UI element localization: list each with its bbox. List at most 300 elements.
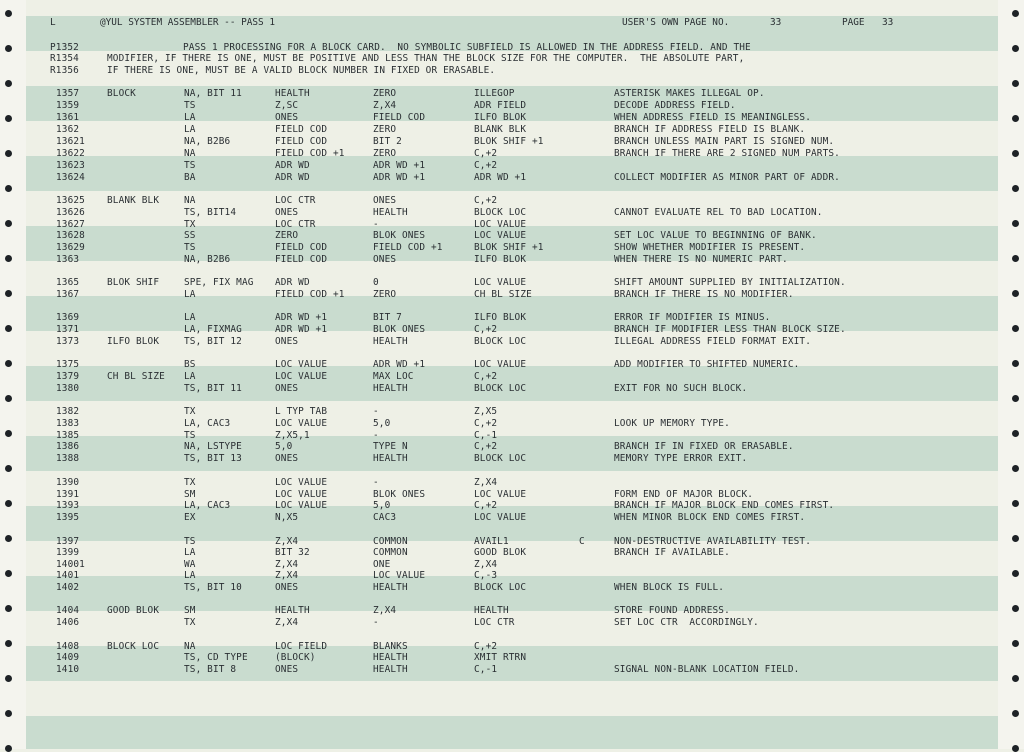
address-2: ZERO (373, 88, 397, 99)
operation: TS, BIT14 (184, 207, 237, 218)
address-2: FIELD COD +1 (373, 242, 443, 253)
address-3: C,+2 (474, 160, 498, 171)
address-1: LOC VALUE (275, 489, 328, 500)
code-line (0, 582, 1000, 594)
tractor-feed-hole (1012, 220, 1019, 227)
code-line (0, 512, 1000, 524)
address-1: ONES (275, 664, 299, 675)
operation: WA (184, 559, 196, 570)
operation: NA, LSTYPE (184, 441, 242, 452)
address-1: N,X5 (275, 512, 299, 523)
comment: BRANCH IF MODIFIER LESS THAN BLOCK SIZE. (614, 324, 846, 335)
address-2: ONES (373, 195, 397, 206)
operation: LA, FIXMAG (184, 324, 242, 335)
header-title: @YUL SYSTEM ASSEMBLER -- PASS 1 (100, 17, 275, 28)
address-2: ZERO (373, 148, 397, 159)
address-2: MAX LOC (373, 371, 414, 382)
code-line (0, 148, 1000, 160)
address-2: ZERO (373, 124, 397, 135)
comment: SIGNAL NON-BLANK LOCATION FIELD. (614, 664, 800, 675)
code-line (0, 124, 1000, 136)
address-3: LOC VALUE (474, 219, 527, 230)
operation: NA (184, 195, 196, 206)
operation: TS, BIT 12 (184, 336, 242, 347)
address-2: ONES (373, 254, 397, 265)
tractor-feed-hole (1012, 395, 1019, 402)
address-1: FIELD COD (275, 136, 328, 147)
operation: SM (184, 489, 196, 500)
sequence-number: 1391 (56, 489, 80, 500)
operation: TS (184, 536, 196, 547)
address-3: C,+2 (474, 371, 498, 382)
address-3: ADR FIELD (474, 100, 527, 111)
address-3: C,-1 (474, 430, 498, 441)
address-2: HEALTH (373, 336, 408, 347)
header-marker: L (50, 17, 56, 28)
address-3: C,-1 (474, 664, 498, 675)
operation: TX (184, 477, 196, 488)
operation: SS (184, 230, 196, 241)
code-line (0, 383, 1000, 395)
tractor-feed-hole (5, 10, 12, 17)
address-3: C,+2 (474, 418, 498, 429)
comment: ASTERISK MAKES ILLEGAL OP. (614, 88, 765, 99)
sequence-number: 13622 (56, 148, 85, 159)
address-3: C,+2 (474, 324, 498, 335)
address-3: ILFO BLOK (474, 254, 527, 265)
comment: BRANCH IF AVAILABLE. (614, 547, 730, 558)
sequence-number: 1409 (56, 652, 80, 663)
sequence-number: 1382 (56, 406, 80, 417)
footer-band (26, 718, 998, 749)
tractor-feed-hole (1012, 185, 1019, 192)
sequence-number: 1408 (56, 641, 80, 652)
address-2: ZERO (373, 289, 397, 300)
sequence-number: 1406 (56, 617, 80, 628)
remark-text: IF THERE IS ONE, MUST BE A VALID BLOCK NUMBER IN FIXED OR ERASABLE. (107, 65, 496, 76)
operation: SM (184, 605, 196, 616)
address-2: Z,X4 (373, 100, 397, 111)
address-1: HEALTH (275, 88, 310, 99)
address-2: 5,0 (373, 418, 391, 429)
sequence-number: 1375 (56, 359, 80, 370)
comment: SET LOC VALUE TO BEGINNING OF BANK. (614, 230, 817, 241)
comment: WHEN BLOCK IS FULL. (614, 582, 725, 593)
comment: SET LOC CTR ACCORDINGLY. (614, 617, 759, 628)
address-3: ADR WD +1 (474, 172, 527, 183)
code-line (0, 312, 1000, 324)
remark-line (0, 53, 1000, 65)
code-line (0, 418, 1000, 430)
remark-id: P1352 (50, 42, 79, 53)
tractor-feed-hole (1012, 605, 1019, 612)
sequence-number: 13625 (56, 195, 85, 206)
code-line (0, 136, 1000, 148)
tractor-feed-hole (5, 710, 12, 717)
address-1: ADR WD +1 (275, 324, 328, 335)
comment: FORM END OF MAJOR BLOCK. (614, 489, 754, 500)
address-3: Z,X5 (474, 406, 498, 417)
address-1: LOC VALUE (275, 477, 328, 488)
code-line (0, 230, 1000, 242)
code-label: CH BL SIZE (107, 371, 165, 382)
address-3: C,-3 (474, 570, 498, 581)
code-line (0, 547, 1000, 559)
tractor-feed-hole (5, 465, 12, 472)
address-3: ILFO BLOK (474, 112, 527, 123)
address-1: Z,SC (275, 100, 299, 111)
code-line (0, 195, 1000, 207)
address-1: HEALTH (275, 605, 310, 616)
code-line (0, 371, 1000, 383)
address-1: 5,0 (275, 441, 293, 452)
sequence-number: 13626 (56, 207, 85, 218)
address-1: Z,X4 (275, 559, 299, 570)
remark-text: MODIFIER, IF THERE IS ONE, MUST BE POSITIVE AND LESS THAN THE BLOCK SIZE FOR THE COMPUTER. THE ABSOLUTE PART, (107, 53, 745, 64)
address-3: BLOCK LOC (474, 582, 527, 593)
operation: LA (184, 547, 196, 558)
sequence-number: 13623 (56, 160, 85, 171)
comment: SHIFT AMOUNT SUPPLIED BY INITIALIZATION. (614, 277, 846, 288)
comment: DECODE ADDRESS FIELD. (614, 100, 736, 111)
code-line (0, 160, 1000, 172)
comment: ERROR IF MODIFIER IS MINUS. (614, 312, 771, 323)
address-3: ILLEGOP (474, 88, 515, 99)
tractor-feed-hole (1012, 465, 1019, 472)
address-3: LOC VALUE (474, 512, 527, 523)
right-tractor-strip (998, 0, 1024, 749)
code-line (0, 617, 1000, 629)
comment: CANNOT EVALUATE REL TO BAD LOCATION. (614, 207, 823, 218)
operation: TS (184, 242, 196, 253)
address-3: LOC VALUE (474, 277, 527, 288)
address-3: XMIT RTRN (474, 652, 527, 663)
operation: LA (184, 289, 196, 300)
tractor-feed-hole (5, 675, 12, 682)
tractor-feed-hole (5, 185, 12, 192)
code-line (0, 406, 1000, 418)
operation: NA, BIT 11 (184, 88, 242, 99)
sequence-number: 13627 (56, 219, 85, 230)
address-1: LOC VALUE (275, 359, 328, 370)
operation: NA, B2B6 (184, 254, 231, 265)
sequence-number: 1399 (56, 547, 80, 558)
comment: BRANCH UNLESS MAIN PART IS SIGNED NUM. (614, 136, 835, 147)
comment: COLLECT MODIFIER AS MINOR PART OF ADDR. (614, 172, 840, 183)
address-1: FIELD COD +1 (275, 289, 345, 300)
address-3: HEALTH (474, 605, 509, 616)
address-2: COMMON (373, 547, 408, 558)
tractor-feed-hole (1012, 80, 1019, 87)
address-2: HEALTH (373, 383, 408, 394)
tractor-feed-hole (1012, 45, 1019, 52)
sequence-number: 1380 (56, 383, 80, 394)
address-1: ADR WD (275, 277, 310, 288)
sequence-number: 1363 (56, 254, 80, 265)
operation: TX (184, 617, 196, 628)
address-3: Z,X4 (474, 477, 498, 488)
operation: TX (184, 219, 196, 230)
address-2: HEALTH (373, 582, 408, 593)
code-label: BLOK SHIF (107, 277, 160, 288)
operation: TS (184, 430, 196, 441)
address-2: BLOK ONES (373, 230, 426, 241)
tractor-feed-hole (1012, 150, 1019, 157)
address-1: LOC CTR (275, 219, 316, 230)
address-2: 0 (373, 277, 379, 288)
code-line (0, 289, 1000, 301)
address-3: BLANK BLK (474, 124, 527, 135)
sequence-number: 14001 (56, 559, 85, 570)
code-line (0, 254, 1000, 266)
address-1: Z,X4 (275, 536, 299, 547)
address-2: BIT 7 (373, 312, 402, 323)
comment: BRANCH IF THERE IS NO MODIFIER. (614, 289, 794, 300)
address-2: ONE (373, 559, 391, 570)
operation: TS, BIT 11 (184, 383, 242, 394)
sequence-number: 1367 (56, 289, 80, 300)
operation: TS (184, 100, 196, 111)
address-1: ONES (275, 383, 299, 394)
address-2: CAC3 (373, 512, 397, 523)
code-line (0, 207, 1000, 219)
address-3: BLOK SHIF +1 (474, 242, 544, 253)
comment: BRANCH IF MAJOR BLOCK END COMES FIRST. (614, 500, 835, 511)
remark-id: R1356 (50, 65, 79, 76)
sequence-number: 13624 (56, 172, 85, 183)
tractor-feed-hole (1012, 255, 1019, 262)
address-3: LOC VALUE (474, 359, 527, 370)
address-3: GOOD BLOK (474, 547, 527, 558)
address-3: BLOCK LOC (474, 336, 527, 347)
comment: WHEN THERE IS NO NUMERIC PART. (614, 254, 788, 265)
tractor-feed-hole (1012, 535, 1019, 542)
comment: EXIT FOR NO SUCH BLOCK. (614, 383, 748, 394)
sequence-number: 1395 (56, 512, 80, 523)
operation: SPE, FIX MAG (184, 277, 254, 288)
code-line (0, 500, 1000, 512)
address-1: ONES (275, 453, 299, 464)
code-line (0, 100, 1000, 112)
code-label: BLOCK (107, 88, 136, 99)
address-2: COMMON (373, 536, 408, 547)
address-3: BLOCK LOC (474, 207, 527, 218)
operation: NA, B2B6 (184, 136, 231, 147)
operation: BA (184, 172, 196, 183)
code-line (0, 324, 1000, 336)
page-label: PAGE (842, 17, 865, 28)
comment: LOOK UP MEMORY TYPE. (614, 418, 730, 429)
address-1: ONES (275, 336, 299, 347)
address-2: - (373, 406, 379, 417)
address-1: BIT 32 (275, 547, 310, 558)
code-line (0, 453, 1000, 465)
address-2: BLANKS (373, 641, 408, 652)
remark-id: R1354 (50, 53, 79, 64)
operation: LA, CAC3 (184, 500, 231, 511)
code-line (0, 477, 1000, 489)
address-1: (BLOCK) (275, 652, 316, 663)
address-3: ILFO BLOK (474, 312, 527, 323)
code-line (0, 359, 1000, 371)
tractor-feed-hole (1012, 360, 1019, 367)
address-3: C,+2 (474, 441, 498, 452)
address-2: ADR WD +1 (373, 160, 426, 171)
address-2: - (373, 219, 379, 230)
operation: NA (184, 148, 196, 159)
address-3: LOC CTR (474, 617, 515, 628)
address-1: LOC VALUE (275, 500, 328, 511)
code-line (0, 336, 1000, 348)
address-3: BLOCK LOC (474, 453, 527, 464)
tractor-feed-hole (1012, 500, 1019, 507)
sequence-number: 1390 (56, 477, 80, 488)
sequence-number: 1369 (56, 312, 80, 323)
comment: WHEN MINOR BLOCK END COMES FIRST. (614, 512, 806, 523)
comment: MEMORY TYPE ERROR EXIT. (614, 453, 748, 464)
code-line (0, 277, 1000, 289)
address-2: HEALTH (373, 652, 408, 663)
address-1: Z,X4 (275, 617, 299, 628)
tractor-feed-hole (1012, 640, 1019, 647)
sequence-number: 1410 (56, 664, 80, 675)
operation: LA, CAC3 (184, 418, 231, 429)
sequence-number: 1393 (56, 500, 80, 511)
sequence-number: 1371 (56, 324, 80, 335)
address-1: L TYP TAB (275, 406, 328, 417)
address-2: - (373, 430, 379, 441)
operation: TS, BIT 13 (184, 453, 242, 464)
operation: NA (184, 641, 196, 652)
code-line (0, 570, 1000, 582)
address-1: FIELD COD (275, 254, 328, 265)
address-1: ADR WD (275, 172, 310, 183)
operation: EX (184, 512, 196, 523)
address-1: Z,X4 (275, 570, 299, 581)
users-page-label: USER'S OWN PAGE NO. (622, 17, 730, 28)
address-2: FIELD COD (373, 112, 426, 123)
tractor-feed-hole (1012, 675, 1019, 682)
users-page-number: 33 (770, 17, 782, 28)
address-2: ADR WD +1 (373, 359, 426, 370)
sequence-number: 1383 (56, 418, 80, 429)
code-line (0, 88, 1000, 100)
address-3: LOC VALUE (474, 230, 527, 241)
sequence-number: 1365 (56, 277, 80, 288)
address-2: TYPE N (373, 441, 408, 452)
code-label: BLANK BLK (107, 195, 160, 206)
operation: TS (184, 160, 196, 171)
sequence-number: 13629 (56, 242, 85, 253)
address-1: ONES (275, 207, 299, 218)
address-3: C,+2 (474, 148, 498, 159)
comment: ILLEGAL ADDRESS FIELD FORMAT EXIT. (614, 336, 812, 347)
operation: TX (184, 406, 196, 417)
sequence-number: 1397 (56, 536, 80, 547)
sequence-number: 1388 (56, 453, 80, 464)
address-1: ONES (275, 112, 299, 123)
tractor-feed-hole (1012, 710, 1019, 717)
sequence-number: 1386 (56, 441, 80, 452)
address-1: LOC FIELD (275, 641, 328, 652)
comment: NON-DESTRUCTIVE AVAILABILITY TEST. (614, 536, 812, 547)
address-2: ADR WD +1 (373, 172, 426, 183)
code-line (0, 652, 1000, 664)
address-3: C,+2 (474, 500, 498, 511)
comment: BRANCH IF THERE ARE 2 SIGNED NUM PARTS. (614, 148, 840, 159)
sequence-number: 1357 (56, 88, 80, 99)
address-2: HEALTH (373, 207, 408, 218)
sequence-number: 1385 (56, 430, 80, 441)
address-2: - (373, 477, 379, 488)
address-2: BLOK ONES (373, 324, 426, 335)
address-2: BLOK ONES (373, 489, 426, 500)
address-3: AVAIL1 (474, 536, 509, 547)
comment: ADD MODIFIER TO SHIFTED NUMERIC. (614, 359, 800, 370)
code-line (0, 605, 1000, 617)
sequence-number: 1359 (56, 100, 80, 111)
comment: BRANCH IF IN FIXED OR ERASABLE. (614, 441, 794, 452)
sequence-number: 1401 (56, 570, 80, 581)
operation: BS (184, 359, 196, 370)
address-1: ZERO (275, 230, 299, 241)
tractor-feed-hole (1012, 115, 1019, 122)
code-label: BLOCK LOC (107, 641, 160, 652)
address-1: LOC VALUE (275, 371, 328, 382)
page-number: 33 (882, 17, 894, 28)
address-1: ONES (275, 582, 299, 593)
code-line (0, 441, 1000, 453)
operation: LA (184, 312, 196, 323)
code-line (0, 172, 1000, 184)
operation: LA (184, 570, 196, 581)
address-1: Z,X5,1 (275, 430, 310, 441)
address-3: CH BL SIZE (474, 289, 532, 300)
note-mark: C (579, 536, 585, 547)
sequence-number: 1362 (56, 124, 80, 135)
address-2: HEALTH (373, 664, 408, 675)
address-1: ADR WD (275, 160, 310, 171)
address-3: C,+2 (474, 641, 498, 652)
address-3: Z,X4 (474, 559, 498, 570)
address-1: LOC CTR (275, 195, 316, 206)
tractor-feed-hole (1012, 290, 1019, 297)
code-line (0, 664, 1000, 676)
comment: WHEN ADDRESS FIELD IS MEANINGLESS. (614, 112, 812, 123)
sequence-number: 1402 (56, 582, 80, 593)
remark-line (0, 65, 1000, 77)
tractor-feed-hole (1012, 10, 1019, 17)
code-line (0, 112, 1000, 124)
comment: BRANCH IF ADDRESS FIELD IS BLANK. (614, 124, 806, 135)
address-3: LOC VALUE (474, 489, 527, 500)
address-3: BLOCK LOC (474, 383, 527, 394)
address-1: LOC VALUE (275, 418, 328, 429)
address-1: FIELD COD +1 (275, 148, 345, 159)
tractor-feed-hole (1012, 570, 1019, 577)
remark-text: PASS 1 PROCESSING FOR A BLOCK CARD. NO SYMBOLIC SUBFIELD IS ALLOWED IN THE ADDRESS FIELD. AND THE (183, 42, 751, 53)
address-1: ADR WD +1 (275, 312, 328, 323)
operation: LA (184, 124, 196, 135)
tractor-feed-hole (5, 395, 12, 402)
operation: TS, BIT 10 (184, 582, 242, 593)
operation: LA (184, 112, 196, 123)
address-2: BIT 2 (373, 136, 402, 147)
sequence-number: 1373 (56, 336, 80, 347)
operation: LA (184, 371, 196, 382)
address-2: - (373, 617, 379, 628)
code-line (0, 242, 1000, 254)
